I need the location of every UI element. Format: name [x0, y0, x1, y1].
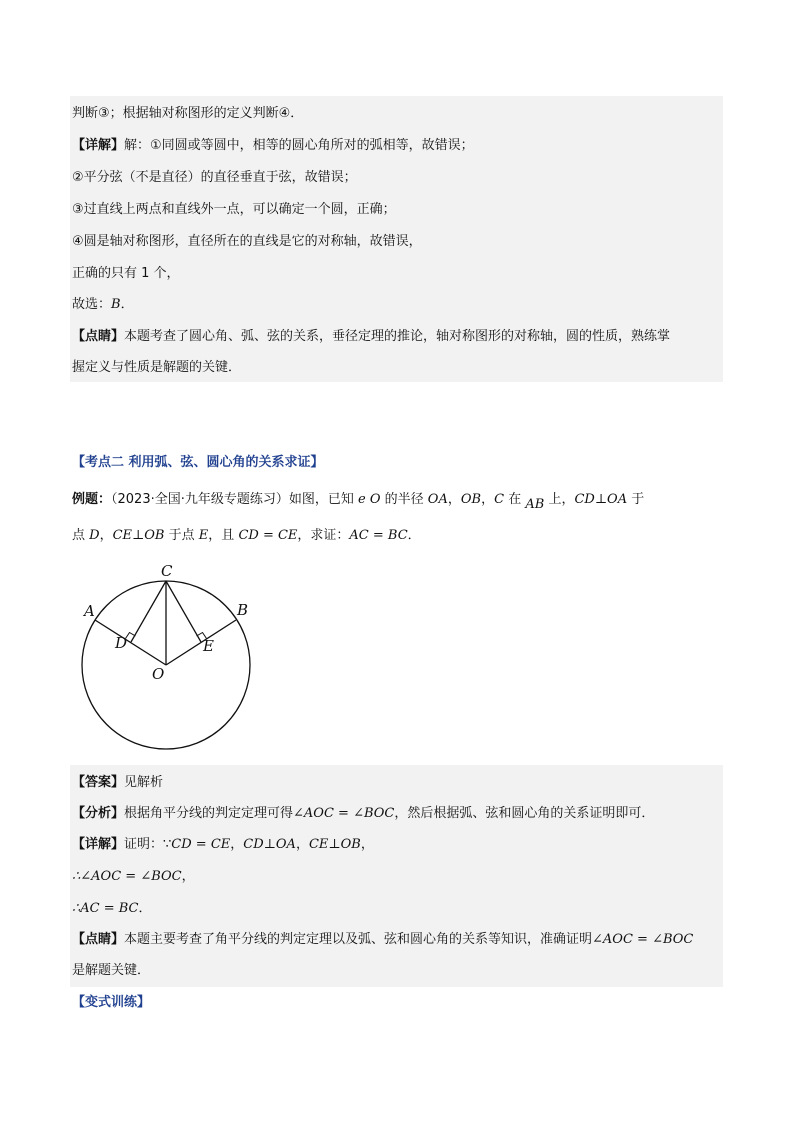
segment-oa — [95, 620, 166, 665]
analysis-line: 【分析】根据角平分线的判定定理可得∠AOC = ∠BOC，然后根据弧、弦和圆心角的关系证明即可． — [72, 806, 655, 821]
example-line-1: 例题：（2023·全国·九年级专题练习）如图，已知 e O 的半径 OA，OB，C 在 AB 上，CD⊥OA 于 — [72, 492, 645, 512]
answer-tag: 【答案】 — [72, 775, 125, 790]
label-c: C — [161, 562, 173, 580]
comment-line-1: 【点睛】本题主要考查了角平分线的判定定理以及弧、弦和圆心角的关系等知识，准确证明∠AOC = ∠BOC — [72, 932, 694, 947]
block1-line-6: 正确的只有 1 个， — [72, 266, 180, 281]
variant-training-title: 【变式训练】 — [72, 995, 151, 1010]
answer-line: 【答案】见解析 — [72, 775, 164, 790]
label-b: B — [237, 601, 249, 619]
label-o: O — [152, 665, 165, 683]
block1-line-2: 【详解】解：①同圆或等圆中，相等的圆心角所对的弧相等，故错误； — [72, 138, 474, 153]
block1-line-8: 【点睛】本题考查了圆心角、弧、弦的关系，垂径定理的推论，轴对称图形的对称轴，圆的性质，熟练掌 — [72, 329, 671, 344]
block1-line-7: 故选：B． — [72, 297, 134, 312]
detail-tag: 【详解】 — [72, 138, 125, 153]
detail-tag-2: 【详解】 — [72, 837, 125, 852]
analysis-tag: 【分析】 — [72, 806, 125, 821]
block1-line-5: ④圆是轴对称图形，直径所在的直线是它的对称轴，故错误， — [72, 234, 422, 249]
step-1-line: ∴∠AOC = ∠BOC， — [72, 869, 195, 884]
step-2-line: ∴AC = BC． — [72, 901, 152, 916]
block1-line-1: 判断③；根据轴对称图形的定义判断④． — [72, 106, 304, 121]
label-e: E — [203, 637, 214, 655]
detail-line: 【详解】证明：∵CD = CE，CD⊥OA，CE⊥OB， — [72, 837, 374, 852]
example-line-2: 点 D，CE⊥OB 于点 E，且 CD = CE，求证：AC = BC． — [72, 528, 421, 543]
label-d: D — [115, 634, 128, 652]
segment-ce — [166, 581, 201, 642]
block1-line-3: ②平分弦（不是直径）的直径垂直于弦，故错误； — [72, 170, 357, 185]
segment-cd — [131, 581, 166, 642]
label-a: A — [84, 602, 95, 620]
arc-equality: AC = BC — [349, 528, 408, 543]
example-label: 例题： — [72, 492, 112, 507]
section-title: 【考点二 利用弧、弦、圆心角的关系求证】 — [72, 455, 324, 470]
circle-figure — [70, 560, 270, 756]
block1-line-9: 握定义与性质是解题的关键． — [72, 360, 242, 375]
comment-tag: 【点睛】 — [72, 329, 125, 344]
comment-tag-2: 【点睛】 — [72, 932, 125, 947]
arc-ab: AB — [525, 497, 545, 512]
comment-line-2: 是解题关键． — [72, 963, 151, 978]
segment-ob — [166, 620, 236, 665]
block1-line-4: ③过直线上两点和直线外一点，可以确定一个圆，正确； — [72, 202, 396, 217]
